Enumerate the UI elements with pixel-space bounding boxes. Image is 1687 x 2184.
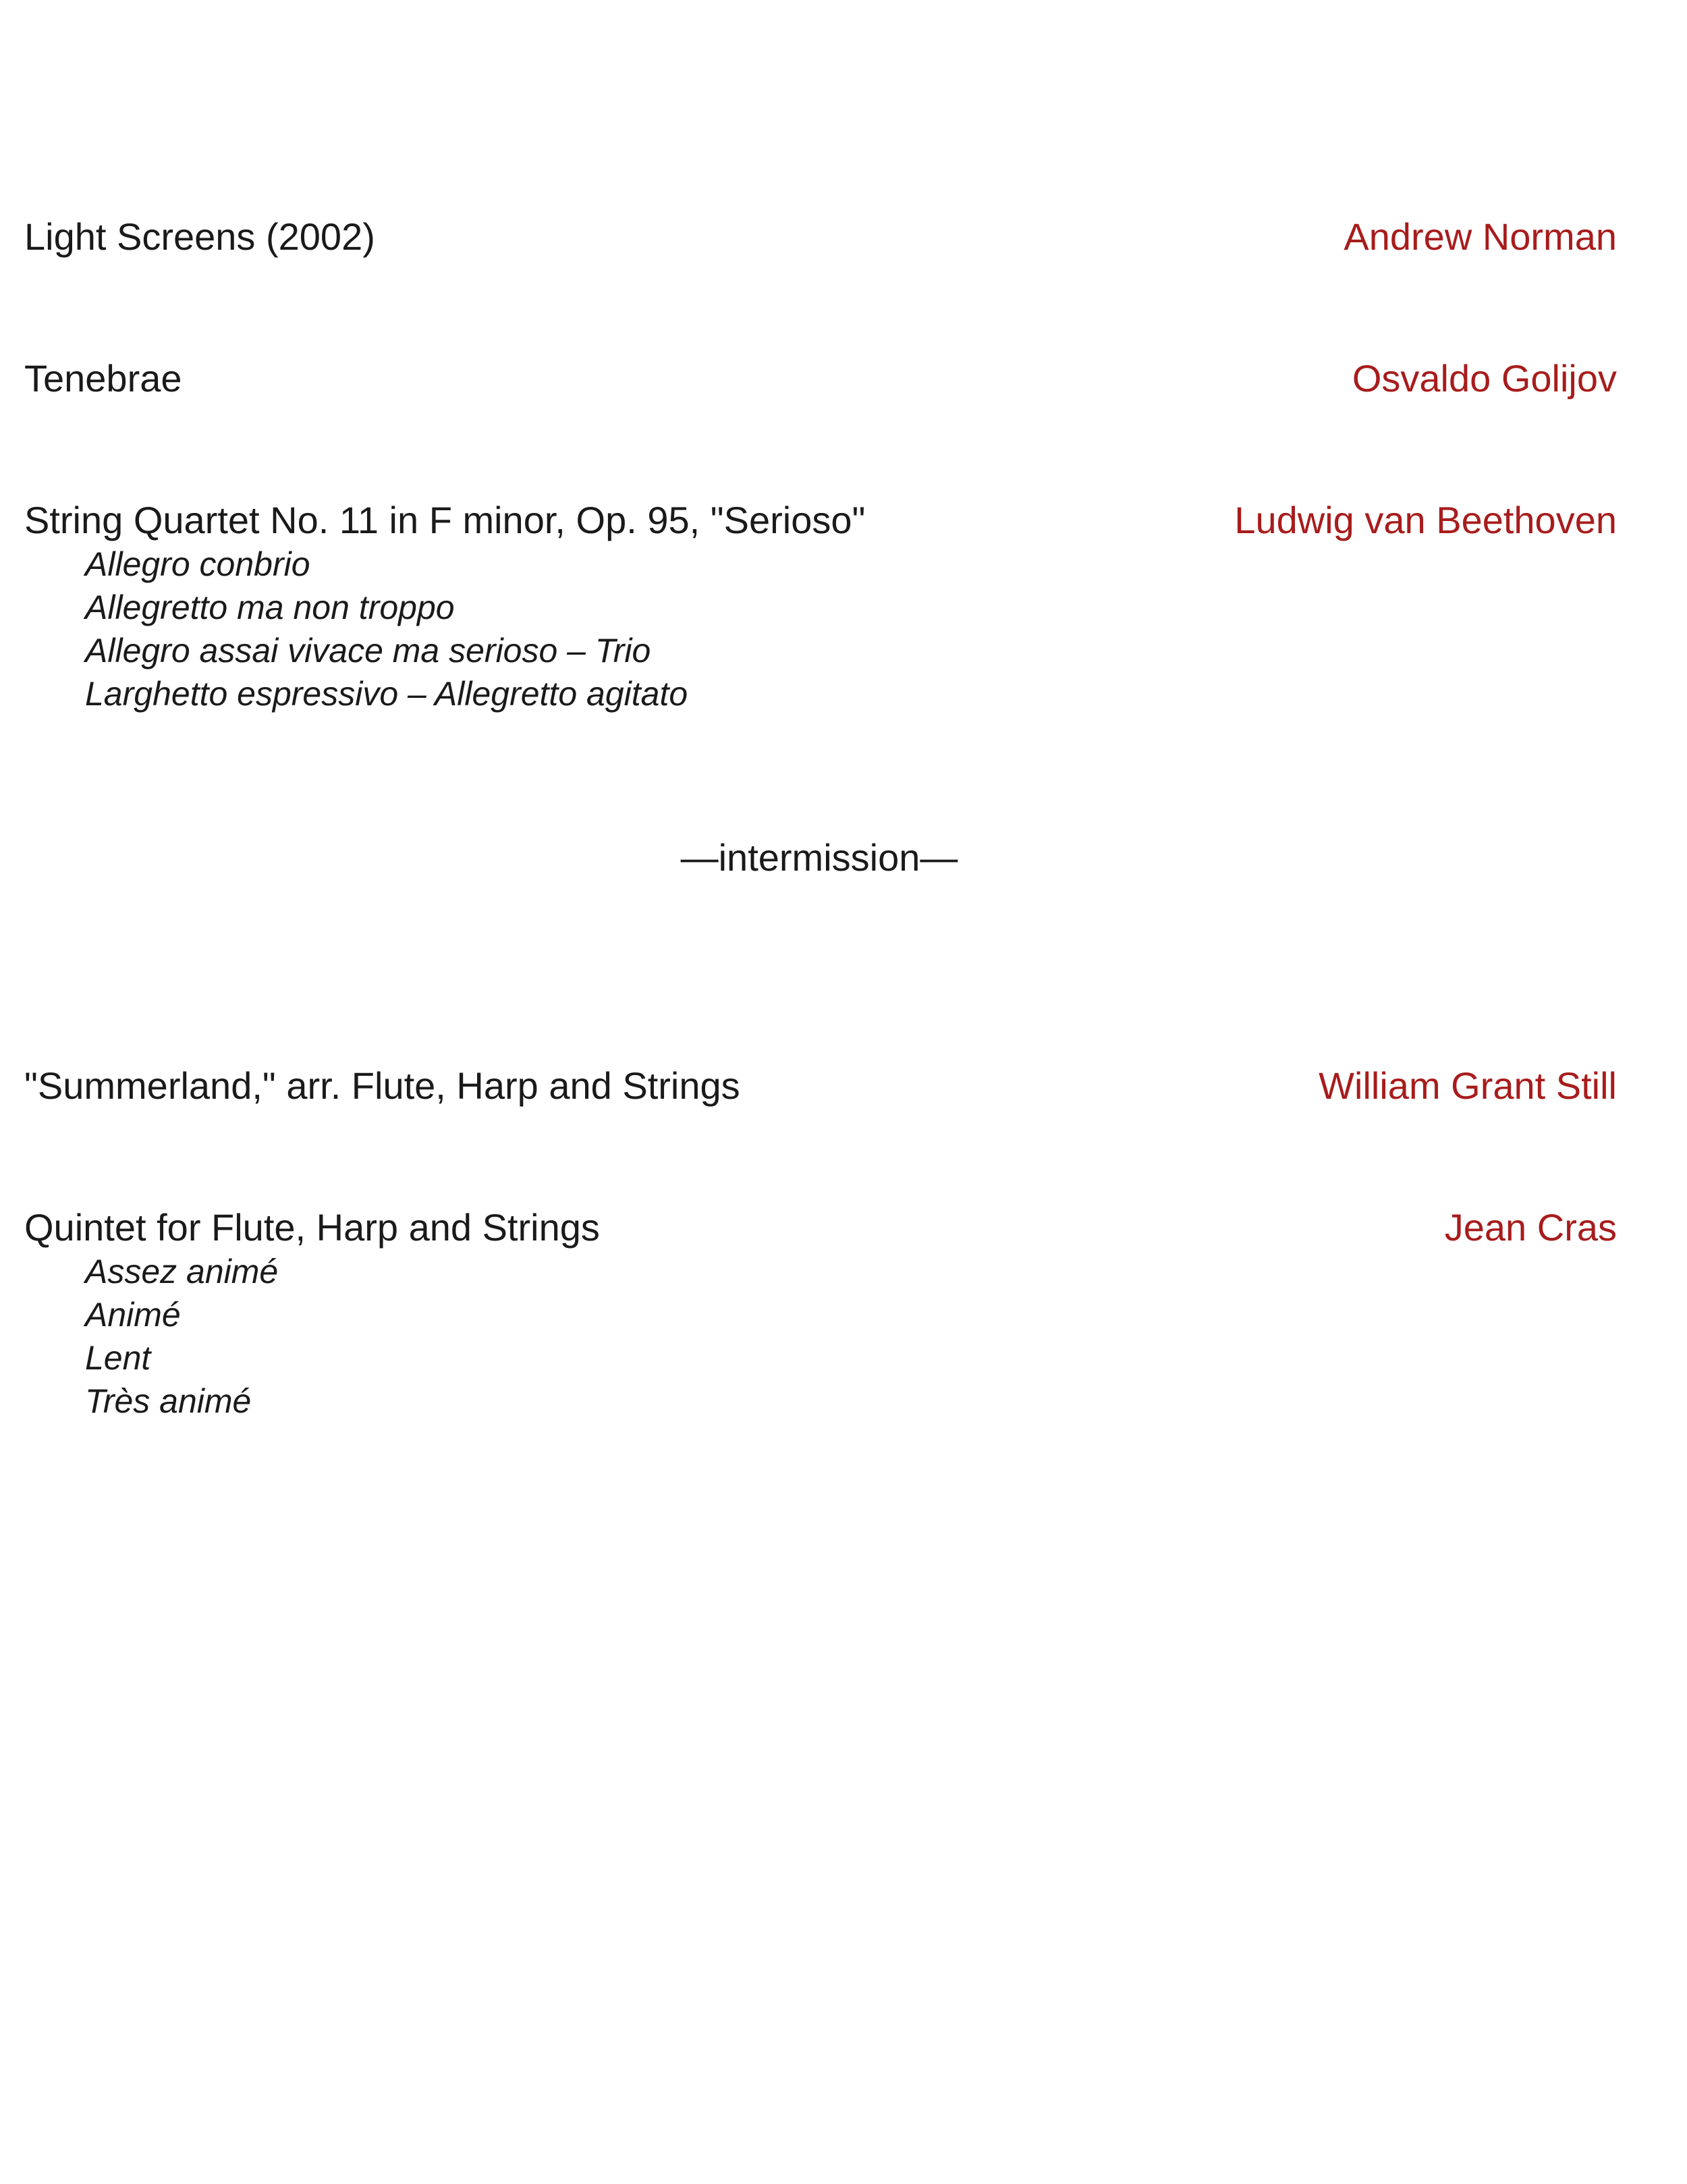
composer-name: William Grant Still [1319, 1064, 1617, 1107]
piece-title: Tenebrae [24, 357, 182, 400]
piece-row [24, 498, 1617, 543]
movement-list [24, 543, 1617, 715]
composer-name: Andrew Norman [1344, 215, 1617, 258]
piece-title: String Quartet No. 11 in F minor, Op. 95, "Serioso" [24, 499, 866, 541]
program-piece [24, 498, 1617, 715]
program-piece [24, 1064, 1617, 1108]
movement: Animé [85, 1296, 181, 1334]
movement: Larghetto espressivo – Allegretto agitato [85, 675, 688, 713]
piece-title: Quintet for Flute, Harp and Strings [24, 1206, 600, 1249]
intermission-label: —intermission— [680, 836, 958, 879]
program-piece [24, 356, 1617, 401]
program-piece [24, 215, 1617, 259]
composer-name: Osvaldo Golijov [1352, 357, 1617, 400]
movement: Assez animé [85, 1253, 279, 1290]
piece-row [24, 1205, 1617, 1250]
piece-row [24, 1064, 1617, 1108]
movement: Très animé [85, 1382, 252, 1420]
movement: Allegretto ma non troppo [85, 589, 455, 626]
movement: Allegro conbrio [85, 545, 310, 583]
program-piece [24, 1205, 1617, 1423]
movement: Allegro assai vivace ma serioso – Trio [85, 632, 651, 670]
movement: Lent [85, 1339, 151, 1377]
piece-title: Light Screens (2002) [24, 215, 375, 258]
piece-row [24, 215, 1617, 259]
movement-list [24, 1250, 1617, 1423]
composer-name: Jean Cras [1444, 1206, 1617, 1249]
piece-title: "Summerland," arr. Flute, Harp and Strings [24, 1064, 740, 1107]
composer-name: Ludwig van Beethoven [1234, 499, 1617, 541]
piece-row [24, 356, 1617, 401]
